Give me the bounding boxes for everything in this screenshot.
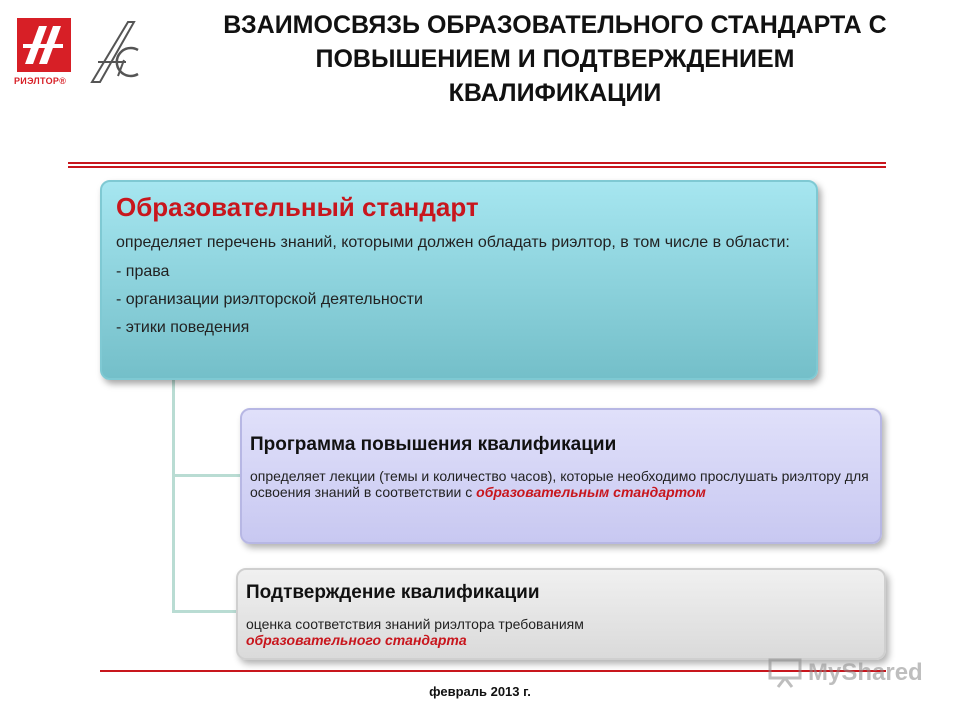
logo-label: РИЭЛТОР® (14, 76, 67, 86)
watermark-text: MyShared (808, 659, 923, 686)
page-title (160, 8, 950, 110)
tree-connector (172, 610, 242, 613)
watermark (768, 656, 923, 690)
asc-logo-icon (88, 20, 156, 86)
confirmation-box (236, 568, 886, 660)
confirmation-description (246, 616, 874, 648)
realtor-logo (14, 18, 76, 90)
rga-emblem-icon (17, 18, 71, 72)
standard-item: - организации риэлторской деятельности (116, 291, 423, 308)
program-box (240, 408, 882, 544)
header-divider (68, 162, 886, 164)
presentation-icon (768, 658, 802, 688)
standard-item: - права (116, 263, 170, 280)
title-line: ВЗАИМОСВЯЗЬ ОБРАЗОВАТЕЛЬНОГО СТАНДАРТА С (223, 11, 887, 39)
program-description (250, 468, 870, 500)
standard-item: - этики поведения (116, 319, 250, 336)
confirmation-description-text: оценка соответствия знаний риэлтора требованиям (246, 616, 584, 632)
program-description-text: определяет лекции (темы и количество часов), которые необходимо прослушать риэлтору для освоения знаний в соответствии с (250, 468, 869, 500)
title-line: КВАЛИФИКАЦИИ (448, 79, 662, 107)
confirmation-title: Подтверждение квалификации (246, 582, 540, 603)
footer-date: февраль 2013 г. (429, 684, 531, 699)
program-title: Программа повышения квалификации (250, 434, 617, 455)
standard-box (100, 180, 818, 380)
standard-title: Образовательный стандарт (116, 192, 479, 222)
program-highlight: образовательным стандартом (476, 484, 706, 500)
tree-connector (172, 474, 242, 477)
confirmation-highlight: образовательного стандарта (246, 632, 467, 648)
header-divider (68, 166, 886, 168)
tree-connector (172, 380, 175, 612)
title-line: ПОВЫШЕНИЕМ И ПОДТВЕРЖДЕНИЕМ (315, 45, 795, 73)
standard-description: определяет перечень знаний, которыми должен обладать риэлтор, в том числе в области: (116, 234, 790, 251)
